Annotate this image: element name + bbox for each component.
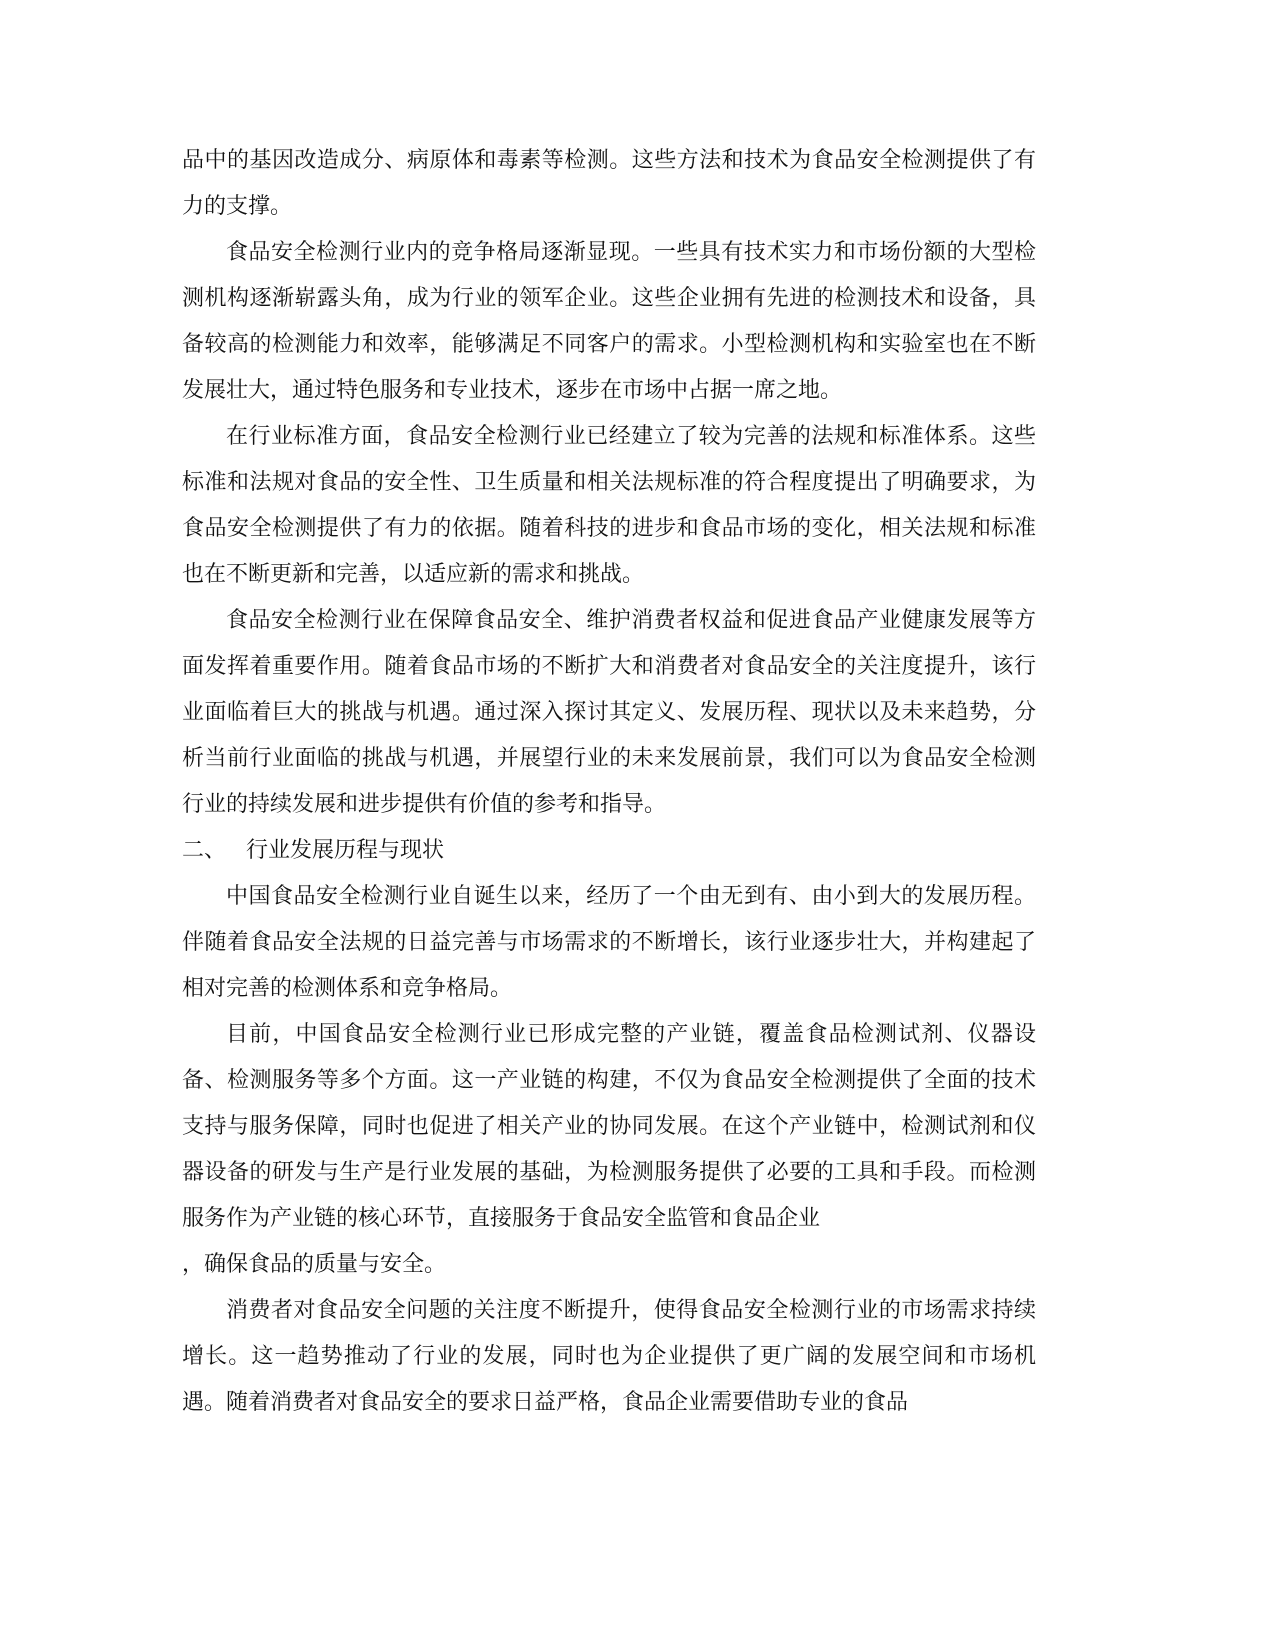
paragraph-consumer-demand: 消费者对食品安全问题的关注度不断提升，使得食品安全检测行业的市场需求持续增长。这一趋势推动了行业的发展，同时也为企业提供了更广阔的发展空间和市场机遇。随着消费者对食品安全的要求日益严格，食品企业需要借助专业的食品 xyxy=(182,1298,1036,1415)
paragraph-standards: 在行业标准方面，食品安全检测行业已经建立了较为完善的法规和标准体系。这些标准和法规对食品的安全性、卫生质量和相关法规标准的符合程度提出了明确要求，为食品安全检测提供了有力的依据。随着科技的进步和食品市场的变化，相关法规和标准也在不断更新和完善，以适应新的需求和挑战。 xyxy=(182,424,1036,587)
section-heading-number: 二、 xyxy=(182,838,227,863)
section-heading-title: 行业发展历程与现状 xyxy=(246,838,445,863)
document-page xyxy=(182,138,1036,1426)
paragraph-continuation: 品中的基因改造成分、病原体和毒素等检测。这些方法和技术为食品安全检测提供了有力的支撑。 xyxy=(182,148,1036,219)
paragraph-industry-chain: 目前，中国食品安全检测行业已形成完整的产业链，覆盖食品检测试剂、仪器设备、检测服务等多个方面。这一产业链的构建，不仅为食品安全检测提供了全面的技术支持与服务保障，同时也促进了相关产业的协同发展。在这个产业链中，检测试剂和仪器设备的研发与生产是行业发展的基础，为检测服务提供了必要的工具和手段。而检测服务作为产业链的核心环节，直接服务于食品安全监管和食品企业 xyxy=(182,1022,1036,1231)
paragraph-competition: 食品安全检测行业内的竞争格局逐渐显现。一些具有技术实力和市场份额的大型检测机构逐渐崭露头角，成为行业的领军企业。这些企业拥有先进的检测技术和设备，具备较高的检测能力和效率，能够满足不同客户的需求。小型检测机构和实验室也在不断发展壮大，通过特色服务和专业技术，逐步在市场中占据一席之地。 xyxy=(182,240,1036,403)
paragraph-history: 中国食品安全检测行业自诞生以来，经历了一个由无到有、由小到大的发展历程。伴随着食品安全法规的日益完善与市场需求的不断增长，该行业逐步壮大，并构建起了相对完善的检测体系和竞争格局。 xyxy=(182,884,1036,1001)
paragraph-industry-chain-end: ，确保食品的质量与安全。 xyxy=(182,1252,447,1277)
section-heading xyxy=(182,828,1036,874)
paragraph-importance: 食品安全检测行业在保障食品安全、维护消费者权益和促进食品产业健康发展等方面发挥着重要作用。随着食品市场的不断扩大和消费者对食品安全的关注度提升，该行业面临着巨大的挑战与机遇。通过深入探讨其定义、发展历程、现状以及未来趋势，分析当前行业面临的挑战与机遇，并展望行业的未来发展前景，我们可以为食品安全检测行业的持续发展和进步提供有价值的参考和指导。 xyxy=(182,608,1036,817)
